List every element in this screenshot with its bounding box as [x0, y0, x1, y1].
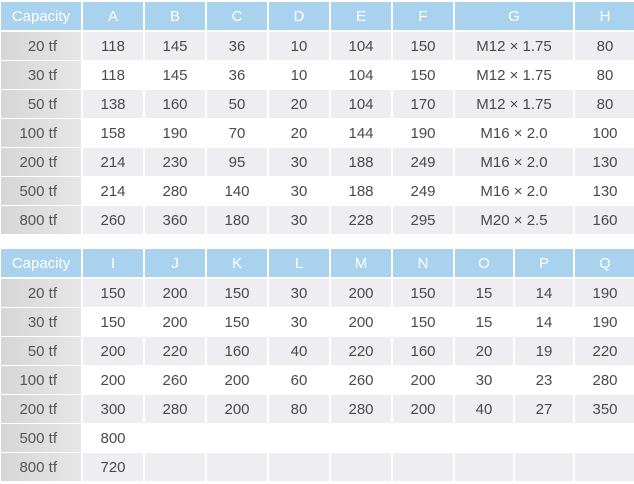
value-cell: 280 — [145, 177, 205, 206]
value-cell: M16 × 2.0 — [455, 148, 573, 177]
value-cell: 214 — [83, 177, 143, 206]
value-cell: 230 — [145, 148, 205, 177]
column-header-o: O — [455, 249, 513, 279]
column-header-k: K — [207, 249, 267, 279]
value-cell — [515, 453, 573, 482]
value-cell — [331, 424, 391, 453]
value-cell: 19 — [515, 337, 573, 366]
value-cell: 140 — [207, 177, 267, 206]
value-cell: 200 — [145, 279, 205, 308]
value-cell: 150 — [207, 279, 267, 308]
column-header-q: Q — [575, 249, 634, 279]
capacity-cell: 30 tf — [1, 61, 81, 90]
value-cell: 260 — [331, 366, 391, 395]
value-cell: 360 — [145, 206, 205, 235]
column-header-p: P — [515, 249, 573, 279]
table-row — [1, 337, 634, 366]
column-header-a: A — [83, 2, 143, 32]
value-cell: 130 — [575, 148, 634, 177]
capacity-cell: 50 tf — [1, 90, 81, 119]
capacity-cell: 200 tf — [1, 395, 81, 424]
value-cell — [269, 424, 329, 453]
table-row — [1, 90, 634, 119]
capacity-cell: 800 tf — [1, 453, 81, 482]
table-row — [1, 366, 634, 395]
value-cell: 200 — [331, 308, 391, 337]
spec-table-2 — [0, 249, 634, 482]
value-cell: 100 — [575, 119, 634, 148]
value-cell: 200 — [207, 366, 267, 395]
value-cell — [575, 453, 634, 482]
value-cell: 160 — [575, 206, 634, 235]
value-cell: 160 — [207, 337, 267, 366]
value-cell: 104 — [331, 90, 391, 119]
value-cell: 200 — [83, 337, 143, 366]
value-cell: 800 — [83, 424, 143, 453]
value-cell: 190 — [575, 308, 634, 337]
value-cell: 220 — [331, 337, 391, 366]
column-header-h: H — [575, 2, 634, 32]
capacity-cell: 30 tf — [1, 308, 81, 337]
value-cell: 170 — [393, 90, 453, 119]
value-cell: M12 × 1.75 — [455, 61, 573, 90]
capacity-cell: 100 tf — [1, 366, 81, 395]
value-cell: 280 — [575, 366, 634, 395]
value-cell: 190 — [145, 119, 205, 148]
value-cell: 280 — [331, 395, 391, 424]
capacity-header: Capacity — [1, 249, 81, 279]
table-row — [1, 453, 634, 482]
value-cell — [145, 453, 205, 482]
capacity-cell: 100 tf — [1, 119, 81, 148]
value-cell — [455, 453, 513, 482]
table-row — [1, 119, 634, 148]
value-cell: 80 — [575, 90, 634, 119]
value-cell — [269, 453, 329, 482]
column-header-e: E — [331, 2, 391, 32]
value-cell: 190 — [393, 119, 453, 148]
value-cell: 200 — [393, 366, 453, 395]
value-cell: 145 — [145, 61, 205, 90]
value-cell: 228 — [331, 206, 391, 235]
value-cell: 20 — [269, 90, 329, 119]
value-cell: M20 × 2.5 — [455, 206, 573, 235]
value-cell: 144 — [331, 119, 391, 148]
value-cell: 20 — [455, 337, 513, 366]
value-cell: 30 — [269, 206, 329, 235]
table-row — [1, 424, 634, 453]
value-cell: 80 — [575, 61, 634, 90]
capacity-header: Capacity — [1, 2, 81, 32]
value-cell: 40 — [455, 395, 513, 424]
table-row — [1, 308, 634, 337]
value-cell: 130 — [575, 177, 634, 206]
header-row — [1, 249, 634, 279]
value-cell: 200 — [145, 308, 205, 337]
capacity-cell: 50 tf — [1, 337, 81, 366]
value-cell — [331, 453, 391, 482]
table-row — [1, 148, 634, 177]
value-cell: 220 — [575, 337, 634, 366]
value-cell: 190 — [575, 279, 634, 308]
value-cell: 188 — [331, 177, 391, 206]
value-cell: 295 — [393, 206, 453, 235]
column-header-l: L — [269, 249, 329, 279]
column-header-j: J — [145, 249, 205, 279]
capacity-cell: 800 tf — [1, 206, 81, 235]
table-row — [1, 177, 634, 206]
value-cell: 350 — [575, 395, 634, 424]
value-cell: 70 — [207, 119, 267, 148]
value-cell: 160 — [393, 337, 453, 366]
column-header-m: M — [331, 249, 391, 279]
table-row — [1, 206, 634, 235]
value-cell: 249 — [393, 177, 453, 206]
value-cell: M16 × 2.0 — [455, 119, 573, 148]
value-cell: 260 — [83, 206, 143, 235]
value-cell — [515, 424, 573, 453]
value-cell: 10 — [269, 32, 329, 61]
value-cell — [575, 424, 634, 453]
value-cell: 10 — [269, 61, 329, 90]
value-cell: 23 — [515, 366, 573, 395]
value-cell: 180 — [207, 206, 267, 235]
value-cell: 80 — [575, 32, 634, 61]
value-cell: 14 — [515, 279, 573, 308]
column-header-b: B — [145, 2, 205, 32]
value-cell: M12 × 1.75 — [455, 90, 573, 119]
value-cell: 150 — [207, 308, 267, 337]
value-cell: M16 × 2.0 — [455, 177, 573, 206]
value-cell: 220 — [145, 337, 205, 366]
column-header-c: C — [207, 2, 267, 32]
value-cell: 214 — [83, 148, 143, 177]
table-row — [1, 32, 634, 61]
value-cell: 145 — [145, 32, 205, 61]
value-cell: 160 — [145, 90, 205, 119]
value-cell: 150 — [83, 308, 143, 337]
value-cell: 30 — [269, 308, 329, 337]
header-row — [1, 2, 634, 32]
value-cell: 260 — [145, 366, 205, 395]
table-row — [1, 395, 634, 424]
capacity-cell: 20 tf — [1, 279, 81, 308]
value-cell: 80 — [269, 395, 329, 424]
value-cell — [145, 424, 205, 453]
value-cell: 30 — [269, 177, 329, 206]
value-cell: 200 — [393, 395, 453, 424]
capacity-cell: 20 tf — [1, 32, 81, 61]
value-cell: 150 — [393, 279, 453, 308]
value-cell: 720 — [83, 453, 143, 482]
value-cell: 40 — [269, 337, 329, 366]
value-cell: 118 — [83, 32, 143, 61]
table-row — [1, 61, 634, 90]
value-cell: 249 — [393, 148, 453, 177]
capacity-cell: 500 tf — [1, 177, 81, 206]
value-cell: M12 × 1.75 — [455, 32, 573, 61]
value-cell: 30 — [269, 148, 329, 177]
value-cell: 150 — [393, 308, 453, 337]
value-cell — [393, 453, 453, 482]
value-cell: 118 — [83, 61, 143, 90]
value-cell: 36 — [207, 32, 267, 61]
value-cell: 36 — [207, 61, 267, 90]
value-cell: 30 — [455, 366, 513, 395]
value-cell — [393, 424, 453, 453]
value-cell — [455, 424, 513, 453]
value-cell: 150 — [83, 279, 143, 308]
table-row — [1, 279, 634, 308]
value-cell: 15 — [455, 279, 513, 308]
value-cell: 104 — [331, 32, 391, 61]
value-cell: 158 — [83, 119, 143, 148]
value-cell: 30 — [269, 279, 329, 308]
value-cell — [207, 424, 267, 453]
value-cell: 138 — [83, 90, 143, 119]
value-cell: 200 — [83, 366, 143, 395]
value-cell: 200 — [207, 395, 267, 424]
value-cell: 188 — [331, 148, 391, 177]
column-header-f: F — [393, 2, 453, 32]
value-cell: 95 — [207, 148, 267, 177]
value-cell: 150 — [393, 61, 453, 90]
value-cell: 280 — [145, 395, 205, 424]
value-cell: 200 — [331, 279, 391, 308]
value-cell: 14 — [515, 308, 573, 337]
value-cell: 27 — [515, 395, 573, 424]
capacity-cell: 200 tf — [1, 148, 81, 177]
value-cell — [207, 453, 267, 482]
value-cell: 20 — [269, 119, 329, 148]
value-cell: 104 — [331, 61, 391, 90]
value-cell: 300 — [83, 395, 143, 424]
value-cell: 150 — [393, 32, 453, 61]
column-header-g: G — [455, 2, 573, 32]
spec-table-1 — [0, 2, 634, 235]
value-cell: 15 — [455, 308, 513, 337]
column-header-d: D — [269, 2, 329, 32]
value-cell: 60 — [269, 366, 329, 395]
capacity-cell: 500 tf — [1, 424, 81, 453]
column-header-n: N — [393, 249, 453, 279]
value-cell: 50 — [207, 90, 267, 119]
column-header-i: I — [83, 249, 143, 279]
